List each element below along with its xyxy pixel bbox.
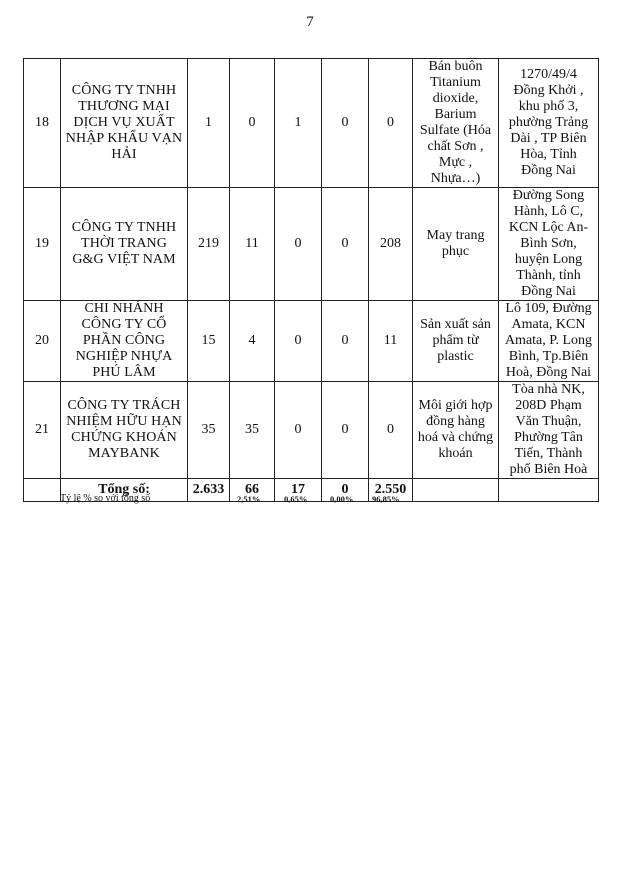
row-index: 21	[24, 382, 61, 479]
total-col3: 17	[275, 479, 322, 502]
ratio-col2: 2,51%	[237, 494, 261, 504]
cell-total: 219	[188, 188, 230, 301]
cell-total: 35	[188, 382, 230, 479]
cell-col5: 11	[369, 301, 413, 382]
cell-col4: 0	[322, 59, 369, 188]
table-row	[24, 382, 599, 479]
total-col4: 0	[322, 479, 369, 502]
address: Tòa nhà NK, 208D Phạm Văn Thuận, Phường Tân Tiến, Thành phố Biên Hoà	[499, 382, 599, 479]
ratio-col3: 0,65%	[284, 494, 308, 504]
cell-col2: 11	[230, 188, 275, 301]
cell-col3: 0	[275, 382, 322, 479]
cell-total: 15	[188, 301, 230, 382]
business-description: May trang phục	[413, 188, 499, 301]
cell-total: 1	[188, 59, 230, 188]
total-label: Tổng số:	[61, 479, 188, 502]
cell-col3: 1	[275, 59, 322, 188]
enterprise-table	[23, 58, 599, 502]
ratio-col4: 0,00%	[330, 494, 354, 504]
address: Lô 109, Đường Amata, KCN Amata, P. Long Bình, Tp.Biên Hoà, Đồng Nai	[499, 301, 599, 382]
page-number: 7	[306, 14, 314, 30]
company-name: CÔNG TY TNHH THƯƠNG MẠI DỊCH VỤ XUẤT NHẬP KHẨU VẠN HẢI	[61, 59, 188, 188]
cell-col2: 35	[230, 382, 275, 479]
cell-col4: 0	[322, 188, 369, 301]
ratio-col5: 96,85%	[372, 494, 400, 504]
cell-col3: 0	[275, 188, 322, 301]
cell-col3: 0	[275, 301, 322, 382]
business-description: Bán buôn Titanium dioxide, Barium Sulfate (Hóa chất Sơn , Mực , Nhựa…)	[413, 59, 499, 188]
cell-col2: 4	[230, 301, 275, 382]
company-name: CÔNG TY TNHH THỜI TRANG G&G VIỆT NAM	[61, 188, 188, 301]
total-col2: 66	[230, 479, 275, 502]
total-col5: 2.550	[369, 479, 413, 502]
ratio-row	[23, 493, 598, 505]
table-row	[24, 59, 599, 188]
address: Đường Song Hành, Lô C, KCN Lộc An- Bình Sơn, huyện Long Thành, tỉnh Đồng Nai	[499, 188, 599, 301]
table-row	[24, 301, 599, 382]
row-index: 19	[24, 188, 61, 301]
cell-col2: 0	[230, 59, 275, 188]
company-name: CHI NHÁNH CÔNG TY CỔ PHẦN CÔNG NGHIỆP NHỰA PHÚ LÂM	[61, 301, 188, 382]
ratio-label: Tỷ lệ % so với tổng số	[60, 493, 151, 504]
row-index: 20	[24, 301, 61, 382]
total-col1: 2.633	[188, 479, 230, 502]
cell-col5: 208	[369, 188, 413, 301]
cell-col5: 0	[369, 382, 413, 479]
cell-col4: 0	[322, 382, 369, 479]
company-name: CÔNG TY TRÁCH NHIỆM HỮU HẠN CHỨNG KHOÁN MAYBANK	[61, 382, 188, 479]
table-row	[24, 188, 599, 301]
business-description: Môi giới hợp đồng hàng hoá và chứng khoán	[413, 382, 499, 479]
cell-col4: 0	[322, 301, 369, 382]
row-index: 18	[24, 59, 61, 188]
business-description: Sản xuất sản phẩm từ plastic	[413, 301, 499, 382]
address: 1270/49/4 Đồng Khởi , khu phố 3, phường Trảng Dài , TP Biên Hòa, Tỉnh Đồng Nai	[499, 59, 599, 188]
cell-col5: 0	[369, 59, 413, 188]
